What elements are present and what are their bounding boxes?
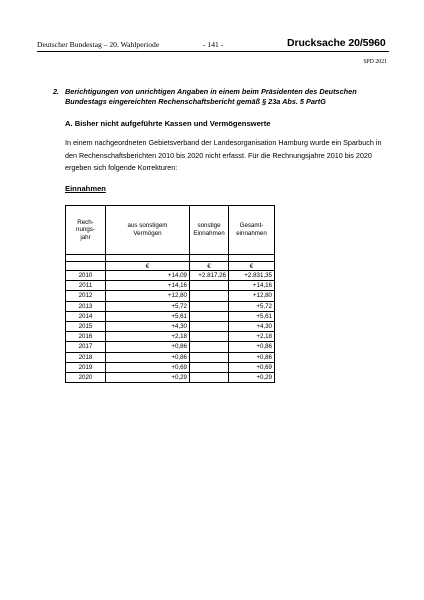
other-income-cell xyxy=(190,291,229,301)
document-number xyxy=(287,37,386,49)
total-income-cell: +2,18 xyxy=(229,332,275,342)
year-cell: 2015 xyxy=(66,322,106,332)
unit-cell: € xyxy=(106,262,190,271)
total-income-cell: +4,30 xyxy=(229,322,275,332)
other-income-cell xyxy=(190,322,229,332)
table-row xyxy=(66,301,275,311)
unit-cell xyxy=(66,262,106,271)
other-income-cell xyxy=(190,342,229,352)
other-assets-cell: +0,69 xyxy=(106,362,190,372)
header-rule xyxy=(37,51,389,52)
unit-cell: € xyxy=(190,262,229,271)
other-income-cell: +2.817,26 xyxy=(190,271,229,281)
einnahmen-heading: Einnahmen xyxy=(65,184,106,193)
year-cell: 2011 xyxy=(66,281,106,291)
other-assets-cell: +0,86 xyxy=(106,342,190,352)
total-income-cell: +2.831,35 xyxy=(229,271,275,281)
table-row xyxy=(66,322,275,332)
other-assets-cell: +14,16 xyxy=(106,281,190,291)
party-label: SPD 2021 xyxy=(363,59,387,65)
other-income-cell xyxy=(190,281,229,291)
table-header-row xyxy=(66,206,275,255)
table-row xyxy=(66,332,275,342)
total-income-cell: +12,80 xyxy=(229,291,275,301)
header-cell-year: Rech- nungs- jahr xyxy=(66,206,106,255)
other-assets-cell: +2,18 xyxy=(106,332,190,342)
year-cell: 2013 xyxy=(66,301,106,311)
year-cell: 2012 xyxy=(66,291,106,301)
total-income-cell: +0,29 xyxy=(229,373,275,383)
other-income-cell xyxy=(190,301,229,311)
document-number-prefix: Drucksache 20/ xyxy=(287,37,363,49)
document-number-value: 5960 xyxy=(362,37,386,49)
other-income-cell xyxy=(190,352,229,362)
other-assets-cell: +0,29 xyxy=(106,373,190,383)
year-cell: 2018 xyxy=(66,352,106,362)
table-row xyxy=(66,342,275,352)
year-cell: 2019 xyxy=(66,362,106,372)
total-income-cell: +5,61 xyxy=(229,311,275,321)
year-cell: 2014 xyxy=(66,311,106,321)
table-row xyxy=(66,373,275,383)
header-cell-other-assets: aus sonstigem Vermögen xyxy=(106,206,190,255)
unit-cell: € xyxy=(229,262,275,271)
total-income-cell: +0,86 xyxy=(229,352,275,362)
other-assets-cell: +4,30 xyxy=(106,322,190,332)
header-cell-other-income: sonstige Einnahmen xyxy=(190,206,229,255)
table-row xyxy=(66,291,275,301)
year-cell: 2020 xyxy=(66,373,106,383)
item-number: 2. xyxy=(53,87,60,96)
other-assets-cell: +14,09 xyxy=(106,271,190,281)
other-assets-cell: +0,86 xyxy=(106,352,190,362)
other-income-cell xyxy=(190,373,229,383)
other-income-cell xyxy=(190,362,229,372)
table-row xyxy=(66,271,275,281)
table-row xyxy=(66,281,275,291)
year-cell: 2017 xyxy=(66,342,106,352)
table-row xyxy=(66,352,275,362)
other-assets-cell: +5,61 xyxy=(106,311,190,321)
total-income-cell: +0,69 xyxy=(229,362,275,372)
other-income-cell xyxy=(190,311,229,321)
year-cell: 2016 xyxy=(66,332,106,342)
year-cell: 2010 xyxy=(66,271,106,281)
table-unit-row xyxy=(66,262,275,271)
other-assets-cell: +12,80 xyxy=(106,291,190,301)
section-a-paragraph: In einem nachgeordneten Gebietsverband der Landesorganisation Hamburg wurde ein Sparbuch in den Rechenschaftsberichten 2010 bis 2020 nicht erfasst. Für die Rechnungsjahre 2010 bis 2020 ergeben sich folgende Korrekturen: xyxy=(65,138,382,173)
table-spacer-row xyxy=(66,255,275,262)
section-a-title: A. Bisher nicht aufgeführte Kassen und Vermögenswerte xyxy=(65,119,271,128)
other-income-cell xyxy=(190,332,229,342)
einnahmen-table xyxy=(65,205,275,383)
other-assets-cell: +5,72 xyxy=(106,301,190,311)
total-income-cell: +5,72 xyxy=(229,301,275,311)
total-income-cell: +0,86 xyxy=(229,342,275,352)
header-cell-total-income: Gesamt- einnahmen xyxy=(229,206,275,255)
item-heading: Berichtigungen von unrichtigen Angaben in einem beim Präsidenten des Deutschen Bundestags eingereichten Rechenschaftsbericht gemäß § 23a Abs. 5 PartG xyxy=(65,87,357,106)
total-income-cell: +14,16 xyxy=(229,281,275,291)
running-header-title: Deutscher Bundestag – 20. Wahlperiode xyxy=(37,40,160,49)
page-number: - 141 - xyxy=(203,40,224,49)
table-row xyxy=(66,362,275,372)
table-row xyxy=(66,311,275,321)
